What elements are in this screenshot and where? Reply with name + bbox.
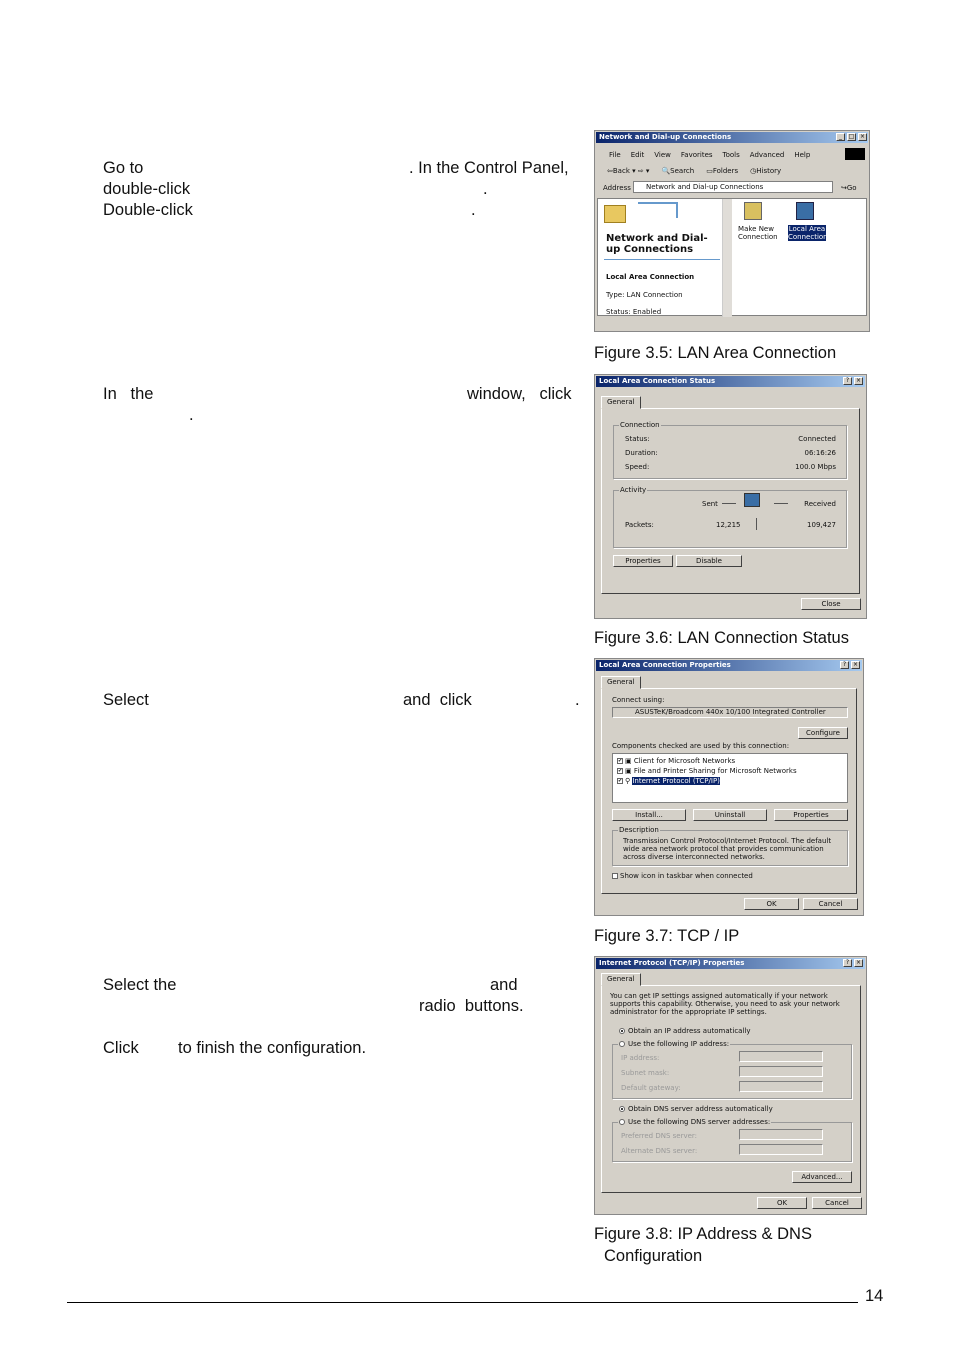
local-area-connection-icon[interactable] [796, 202, 814, 220]
status-value: Connected [798, 435, 836, 443]
description-text: Transmission Control Protocol/Internet Protocol. The default wide area network protocol that provides communication across diverse interconnected networks. [623, 837, 832, 861]
step3-text: and click [403, 691, 472, 709]
step2-text: In the [103, 385, 154, 403]
tcpip-properties-dialog [594, 956, 867, 1215]
step4-text: Click [103, 1039, 139, 1057]
step4-text: to finish the configuration. [178, 1039, 367, 1057]
intro-text: You can get IP settings assigned automatically if your network supports this capability. Otherwise, you need to ask your network administrator for the appropriate IP settings. [610, 992, 840, 1016]
cancel-button[interactable]: Cancel [812, 1197, 862, 1209]
network-folder-icon [604, 205, 626, 223]
menu-favorites[interactable]: Favorites [680, 151, 713, 159]
packets-sent: 12,215 [716, 521, 741, 529]
close-dialog-button[interactable]: Close [801, 598, 861, 610]
menu-help[interactable]: Help [794, 151, 811, 159]
show-icon-checkbox[interactable]: Show icon in taskbar when connected [612, 872, 753, 880]
activity-group: Activity Sent Received Packets: 12,215 109,427 [613, 490, 847, 548]
components-list [612, 753, 848, 803]
obtain-dns-radio[interactable]: Obtain DNS server address automatically [619, 1105, 773, 1113]
panel-title: Network and Dial-up Connections [606, 233, 708, 255]
figure-caption: Configuration [604, 1247, 703, 1265]
network-connections-window [594, 130, 870, 332]
step1-text: Go to [103, 159, 144, 177]
help-button[interactable]: ? [843, 959, 852, 967]
local-area-connection-label[interactable]: Local Area Connection [788, 225, 828, 241]
connection-status-dialog [594, 374, 867, 619]
speed-value: 100.0 Mbps [795, 463, 836, 471]
toolbar [607, 167, 781, 175]
menu-file[interactable]: File [609, 151, 621, 159]
menu-advanced[interactable]: Advanced [749, 151, 785, 159]
static-ip-group: Use the following IP address: IP address: Subnet mask: Default gateway: [612, 1044, 852, 1099]
step4-text: and [490, 976, 518, 994]
help-button[interactable]: ? [840, 661, 849, 669]
window-title: Network and Dial-up Connections [596, 132, 868, 143]
folders-button[interactable]: ▭Folders [706, 167, 739, 175]
maximize-button[interactable]: □ [848, 133, 855, 140]
scrollbar[interactable] [722, 199, 732, 317]
figure-caption: Figure 3.8: IP Address & DNS [594, 1225, 812, 1243]
window-title: Local Area Connection Properties [596, 660, 862, 671]
step4-text: radio buttons. [419, 997, 524, 1015]
static-dns-group: Use the following DNS server addresses: Preferred DNS server: Alternate DNS server: [612, 1122, 852, 1162]
menu-view[interactable]: View [654, 151, 671, 159]
step2-text: window, click [467, 385, 572, 403]
figure-caption: Figure 3.6: LAN Connection Status [594, 629, 849, 647]
preferred-dns-input[interactable] [739, 1129, 823, 1140]
obtain-ip-radio[interactable]: Obtain an IP address automatically [619, 1027, 751, 1035]
figure-caption: Figure 3.7: TCP / IP [594, 927, 740, 945]
menu-bar [609, 151, 810, 159]
minimize-button[interactable]: _ [836, 133, 845, 141]
cancel-button[interactable]: Cancel [803, 898, 858, 910]
step1-text: . In the Control Panel, [409, 159, 569, 177]
use-ip-radio[interactable]: Use the following IP address: [618, 1040, 730, 1048]
history-button[interactable]: ◷History [750, 167, 782, 175]
default-gateway-input[interactable] [739, 1081, 823, 1092]
menu-edit[interactable]: Edit [630, 151, 645, 159]
step1-text: double-click [103, 180, 191, 198]
detail-status: Status: Enabled [606, 308, 662, 316]
menu-tools[interactable]: Tools [722, 151, 740, 159]
tab-general[interactable]: General [601, 973, 641, 986]
ok-button[interactable]: OK [744, 898, 799, 910]
page-number: 14 [865, 1287, 884, 1305]
detail-name: Local Area Connection [606, 273, 695, 281]
content-pane [597, 198, 867, 316]
install-button[interactable]: Install... [612, 809, 686, 821]
advanced-button[interactable]: Advanced... [792, 1171, 852, 1183]
back-button[interactable]: ⇦Back ▾ ⇨ ▾ [607, 167, 650, 175]
close-button[interactable]: × [852, 661, 859, 668]
step3-text: . [575, 691, 580, 709]
window-title: Internet Protocol (TCP/IP) Properties [596, 958, 865, 969]
address-label: Address [603, 184, 631, 192]
close-button[interactable]: × [859, 133, 866, 140]
packets-received: 109,427 [807, 521, 836, 529]
tab-general[interactable]: General [601, 396, 641, 409]
step3-text: Select [103, 691, 149, 709]
component-item[interactable]: ✔ ▣ File and Printer Sharing for Microsoft Networks [618, 767, 797, 775]
adapter-field: ASUSTeK/Broadcom 440x 10/100 Integrated Controller [612, 707, 848, 718]
windows-logo-icon [845, 148, 865, 160]
alternate-dns-input[interactable] [739, 1144, 823, 1155]
footer-rule [67, 1302, 858, 1303]
description-group: Description Transmission Control Protocol/Internet Protocol. The default wide area network protocol that provides communication across diverse interconnected networks. [612, 830, 848, 866]
make-new-connection-icon[interactable] [744, 202, 762, 220]
component-item[interactable]: ✔ ▣ Client for Microsoft Networks [618, 757, 736, 765]
step1-text: Double-click [103, 201, 193, 219]
go-button[interactable]: ↪Go [841, 184, 857, 192]
connection-group: Connection Status: Connected Duration: 06:16:26 Speed: 100.0 Mbps [613, 425, 847, 479]
search-button[interactable]: 🔍Search [661, 167, 695, 175]
address-input[interactable]: Network and Dial-up Connections [633, 181, 833, 193]
close-button[interactable]: × [855, 377, 862, 384]
help-button[interactable]: ? [843, 377, 852, 385]
component-item[interactable]: ✔ ⚲ Internet Protocol (TCP/IP) [618, 777, 720, 785]
step4-text: Select the [103, 976, 177, 994]
make-new-connection-label[interactable]: Make New Connection [738, 225, 778, 241]
uninstall-button[interactable]: Uninstall [693, 809, 767, 821]
use-dns-radio[interactable]: Use the following DNS server addresses: [618, 1118, 771, 1126]
decoration [638, 202, 678, 218]
detail-type: Type: LAN Connection [606, 291, 683, 299]
disable-button[interactable]: Disable [676, 555, 742, 567]
duration-value: 06:16:26 [804, 449, 836, 457]
tab-general[interactable]: General [601, 676, 641, 689]
subnet-mask-input[interactable] [739, 1066, 823, 1077]
ok-button[interactable]: OK [757, 1197, 807, 1209]
figure-caption: Figure 3.5: LAN Area Connection [594, 344, 837, 362]
step2-text: . [189, 406, 194, 424]
step1-text: . [483, 180, 488, 198]
properties-button[interactable]: Properties [774, 809, 848, 821]
step1-text: . [471, 201, 476, 219]
network-activity-icon [744, 493, 760, 507]
properties-button[interactable]: Properties [613, 555, 673, 567]
window-title: Local Area Connection Status [596, 376, 865, 387]
connection-properties-dialog: Local Area Connection Properties ? × General Connect using: ASUSTeK/Broadcom 440x 10/100 Integrated Controller Configure Components checked are used by this connection: ✔ ▣ Client for Microsoft Networks ✔ ▣ File and Printer Sharing for Microsoft Networks ✔ ⚲ Internet Protocol (TCP/IP) Install... Uninstall Properties Description Transmission Control Protocol/Internet Protocol. The default wide area network protocol that provides communication across diverse interconnected networks. Show icon in taskbar when connected OK Cancel [594, 658, 864, 916]
configure-button[interactable]: Configure [798, 727, 848, 739]
close-button[interactable]: × [855, 959, 862, 966]
ip-address-input[interactable] [739, 1051, 823, 1062]
